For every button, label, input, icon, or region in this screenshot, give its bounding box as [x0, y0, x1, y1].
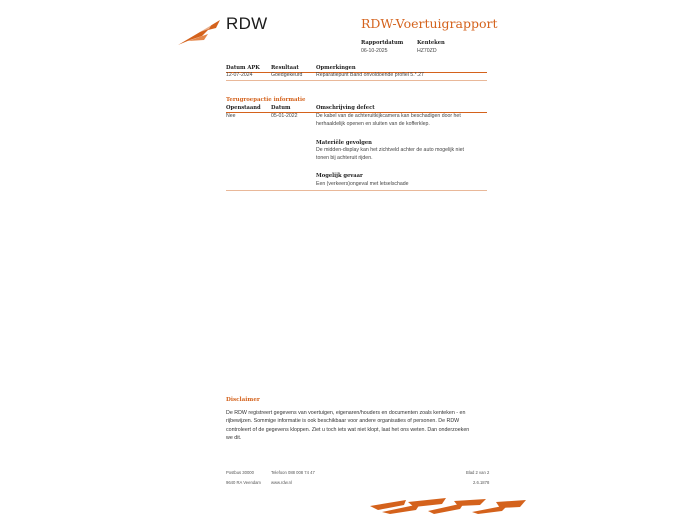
apk-col-opmerkingen: Opmerkingen [316, 65, 356, 71]
apk-row-datum: 12-07-2024 [226, 72, 253, 78]
gevaar-title: Mogelijk gevaar [316, 173, 363, 179]
footer-postcode: 9640 RA Veendam [226, 480, 261, 485]
apk-row-opmerkingen: Reparatiepunt Band onvoldoende profiel 5.*.27 [316, 72, 424, 78]
gevolgen-title: Materiële gevolgen [316, 140, 372, 146]
footer-website[interactable]: www.rdw.nl [271, 480, 292, 485]
footer-contact [271, 468, 315, 488]
kenteken-block [417, 39, 445, 55]
footer-address [226, 468, 261, 488]
recall-title: Terugroepactie informatie [226, 97, 306, 103]
footer-page-number: Blad 2 van 2 [466, 470, 490, 475]
disclaimer-line: rijbewijzen. Sommige informatie is ook beschikbaar voor andere organisaties of personen. De RDW [226, 418, 460, 425]
defect-line: herhaaldelijk openen en sluiten van de kofferklep. [316, 121, 430, 128]
kenteken-value: HZ70ZD [417, 48, 437, 54]
rapportdatum-value: 06-10-2025 [361, 48, 388, 54]
apk-col-resultaat: Resultaat [271, 65, 299, 71]
disclaimer-line: controleert of de gegevens kloppen. Ziet u toch iets wat niet klopt, laat het ons weten. Dan onderzoeken [226, 426, 470, 433]
defect-line: De kabel van de achteruitkijkcamera kan beschadigen door het [316, 113, 461, 119]
recall-col-openstaand: Openstaand [226, 105, 261, 111]
gevolgen-text [316, 146, 464, 162]
recall-col-datum: Datum [271, 105, 291, 111]
apk-row-resultaat: Goedgekeurd [271, 72, 303, 78]
gevolgen-line: De midden-display kan het zichtveld achter de auto mogelijk niet [316, 147, 464, 153]
recall-openstaand: Nee [226, 113, 236, 119]
apk-row-rule [226, 80, 487, 81]
recall-col-omschrijving: Omschrijving defect [316, 105, 375, 111]
rapportdatum-label: Rapportdatum [361, 40, 404, 46]
recall-row-rule [226, 190, 487, 191]
rapportdatum-block [361, 39, 403, 55]
disclaimer-line: De RDW registreert gegevens van voertuigen, eigenaren/houders en documenten zoals kenteken - en [226, 410, 466, 416]
footer-page-info [466, 468, 489, 488]
kenteken-label: Kenteken [417, 40, 445, 46]
recall-defect-text [316, 112, 461, 128]
disclaimer-title: Disclaimer [226, 397, 260, 403]
apk-col-datum: Datum APK [226, 65, 260, 71]
disclaimer-text [226, 409, 488, 442]
disclaimer-line: we dit. [226, 434, 242, 441]
footer-version: 2.6.1878 [472, 480, 490, 485]
recall-datum: 05-01-2022 [271, 113, 298, 119]
rdw-logo-icon [178, 20, 222, 46]
gevaar-line: Een (verkeers)ongeval met letselschade [316, 181, 409, 187]
decorative-stripes-icon [368, 496, 528, 514]
footer-postbus: Postbus 30000 [226, 470, 254, 475]
gevaar-text [316, 180, 409, 188]
report-title: RDW-Voertuigrapport [361, 16, 498, 31]
brand-name: RDW [226, 14, 268, 33]
footer-telefoon: Telefoon 088 008 74 47 [271, 470, 315, 475]
gevolgen-line: tonen bij achteruit rijden. [316, 155, 373, 162]
